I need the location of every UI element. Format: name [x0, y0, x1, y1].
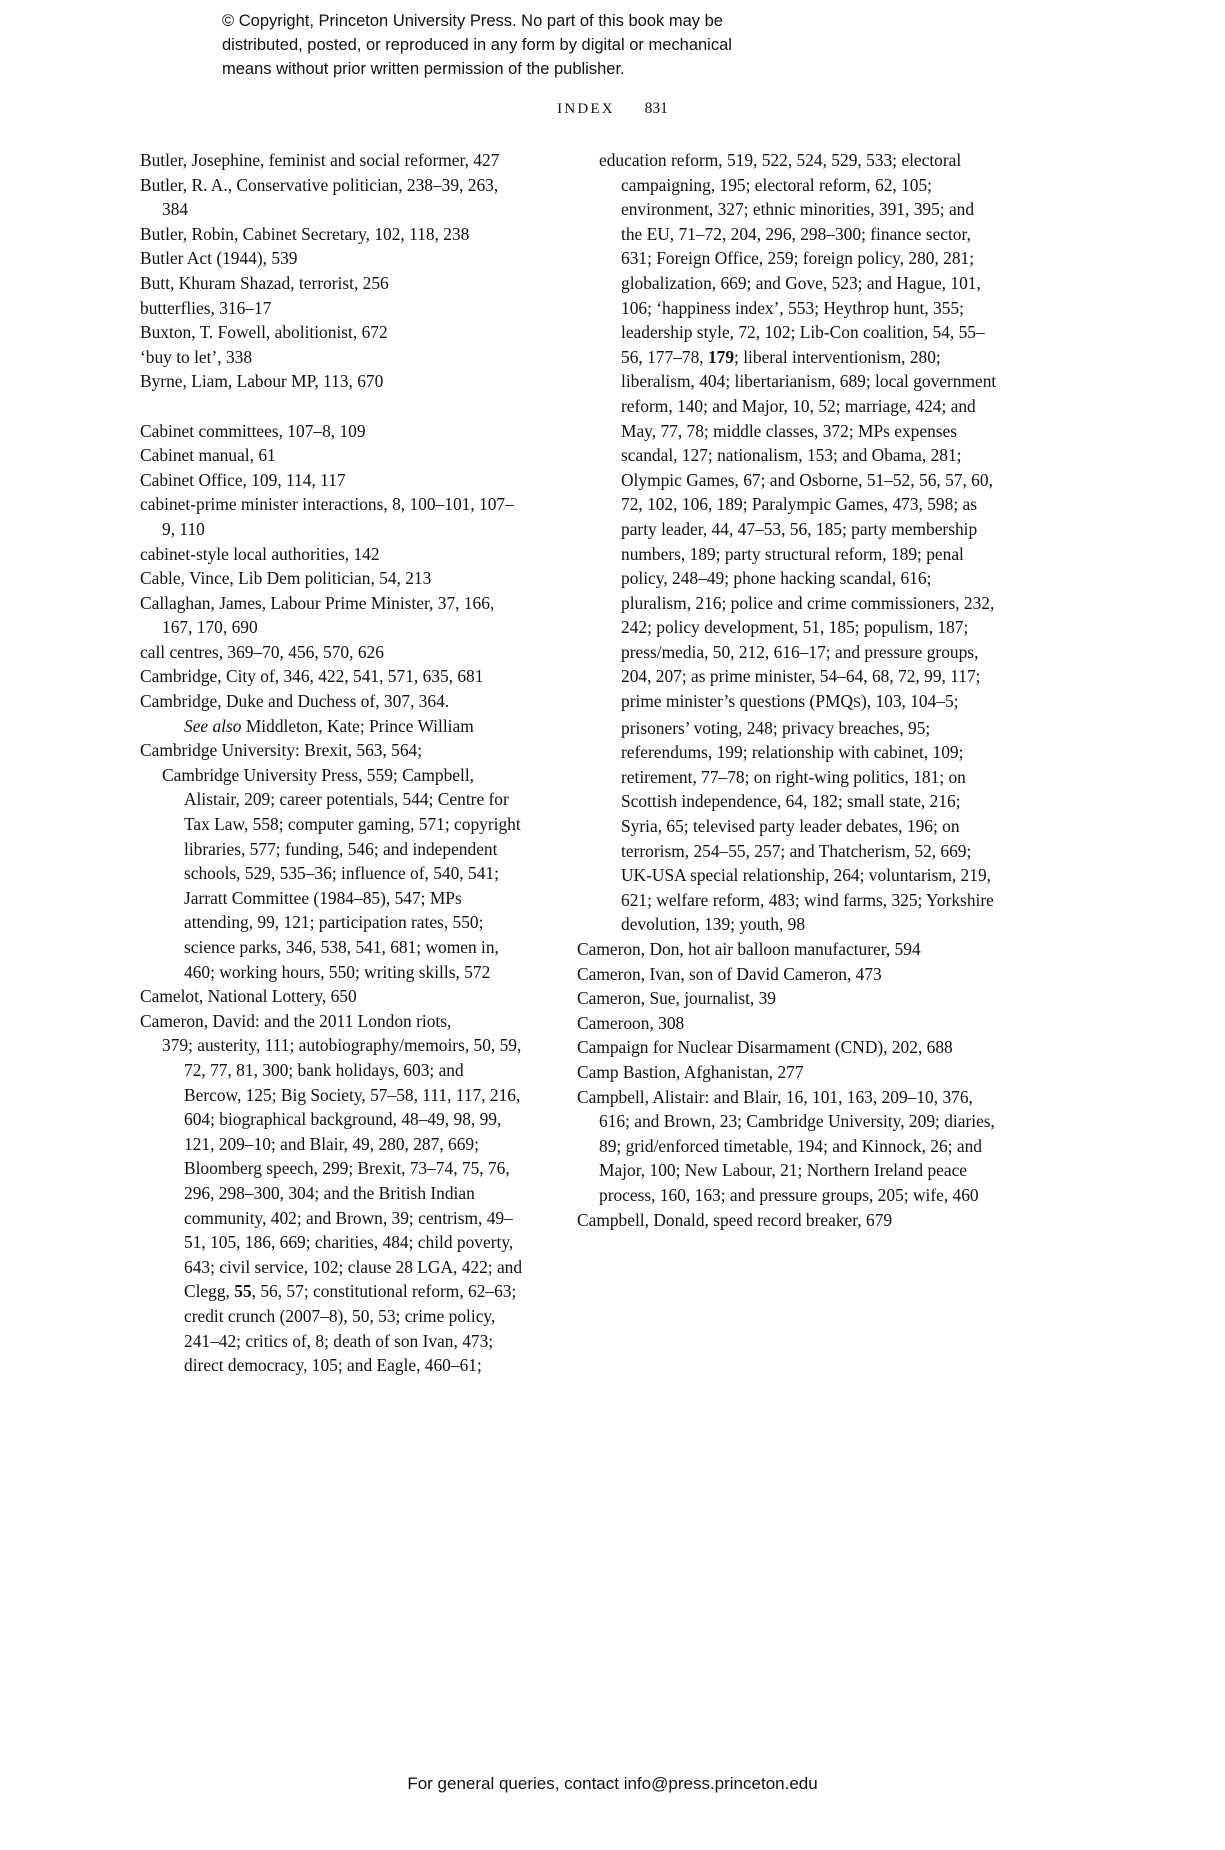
index-entry: Cameron, Sue, journalist, 39: [577, 988, 776, 1009]
index-entry: Cambridge University Press, 559; Campbell, Alistair, 209; career potentials, 544; Centre for Tax Law, 558; computer gaming, 571; copyright libraries, 577; funding, 546; and independent schools, 529, 535–36; influence of, 540, 541; Jarratt Committee (1984–85), 547; MPs attending, 99, 121; participation rates, 550; science parks, 346, 538, 541, 681; women in, 460; working hours, 550; writing skills, 572: [162, 764, 521, 982]
index-entry: Cabinet Office, 109, 114, 117: [140, 469, 346, 490]
index-column-right: [577, 148, 997, 1448]
copyright-notice: [222, 10, 922, 82]
index-entry: Byrne, Liam, Labour MP, 113, 670: [140, 371, 384, 392]
index-entry: 379; austerity, 111; autobiography/memoirs, 50, 59, 72, 77, 81, 300; bank holidays, 603; and Bercow, 125; Big Society, 57–58, 111, 117, 216, 604; biographical background, 48–49, 98, 99, 121, 209–10; and Blair, 49, 280, 287, 669; Bloomberg speech, 299; Brexit, 73–74, 75, 76, 296, 298–300, 304; and the British Indian community, 402; and Brown, 39; centrism, 49–51, 105, 186, 669; charities, 484; child poverty, 643; civil service, 102; clause 28 LGA, 422; and Clegg, 55, 56, 57; constitutional reform, 62–63; credit crunch (2007–8), 50, 53; crime policy, 241–42; critics of, 8; death of son Ivan, 473; direct democracy, 105; and Eagle, 460–61;: [162, 1035, 523, 1376]
index-entry: cabinet-prime minister interactions, 8, 100–101, 107–9, 110: [140, 494, 514, 539]
index-spacer: [140, 394, 525, 419]
running-head-label: INDEX: [557, 101, 615, 117]
index-entry: Butler, Robin, Cabinet Secretary, 102, 118, 238: [140, 223, 470, 244]
index-entry: Butt, Khuram Shazad, terrorist, 256: [140, 272, 389, 293]
index-entry: Butler Act (1944), 539: [140, 248, 298, 269]
copyright-line-3: means without prior written permission of the publisher.: [222, 59, 625, 78]
index-entry: Callaghan, James, Labour Prime Minister, 37, 166, 167, 170, 690: [140, 592, 495, 638]
index-entry: Cameron, Don, hot air balloon manufacturer, 594: [577, 939, 921, 959]
running-head: [0, 100, 1225, 118]
index-entry: butterflies, 316–17: [140, 297, 272, 318]
index-entry: education reform, 519, 522, 524, 529, 533; electoral campaigning, 195; electoral reform, 62, 105; environment, 327; ethnic minorities, 391, 395; and the EU, 71–72, 204, 296, 298–300; finance sector, 631; Foreign Office, 259; foreign policy, 280, 281; globalization, 669; and Gove, 523; and Hague, 101, 106; ‘happiness index’, 553; Heythrop hunt, 355; leadership style, 72, 102; Lib-Con coalition, 54, 55–56, 177–78, 179; liberal interventionism, 280; liberalism, 404; libertarianism, 689; local government reform, 140; and Major, 10, 52; marriage, 424; and May, 77, 78; middle classes, 372; MPs expenses scandal, 127; nationalism, 153; and Obama, 281; Olympic Games, 67; and Osborne, 51–52, 56, 57, 60, 72, 102, 106, 189; Paralympic Games, 473, 598; as party leader, 44, 47–53, 56, 185; party membership numbers, 189; party structural reform, 189; penal policy, 248–49; phone hacking scandal, 616; pluralism, 216; police and crime commissioners, 232, 242; policy development, 51, 185; populism, 187; press/media, 50, 212, 616–17; and pressure groups, 204, 207; as prime minister, 54–64, 68, 72, 99, 117; prime minister’s questions (PMQS), 103, 104–5; prisoners’ voting, 248; privacy breaches, 95; referendums, 199; relationship with cabinet, 109; retirement, 77–78; on right-wing politics, 181; on Scottish independence, 64, 182; small state, 216; Syria, 65; televised party leader debates, 196; on terrorism, 254–55, 257; and Thatcherism, 52, 669; UK-USA special relationship, 264; voluntarism, 219, 621; welfare reform, 483; wind farms, 325; Yorkshire devolution, 139; youth, 98: [599, 150, 997, 935]
index-entry: See also Middleton, Kate; Prince William: [184, 715, 474, 736]
index-entry: Cambridge University: Brexit, 563, 564;: [140, 740, 423, 761]
index-entry: Cameron, Ivan, son of David Cameron, 473: [577, 963, 882, 984]
copyright-line-1: © Copyright, Princeton University Press. No part of this book may be: [222, 12, 723, 30]
index-entry: Campaign for Nuclear Disarmament (CND), 202, 688: [577, 1037, 953, 1058]
index-entry: Cambridge, City of, 346, 422, 541, 571, 635, 681: [140, 666, 484, 687]
page-number: 831: [644, 100, 668, 117]
index-entry: Cambridge, Duke and Duchess of, 307, 364.: [140, 691, 450, 712]
index-entry: Cabinet manual, 61: [140, 445, 276, 466]
index-entry: ‘buy to let’, 338: [140, 346, 253, 367]
index-entry: Campbell, Donald, speed record breaker, 679: [577, 1209, 893, 1230]
index-entry: Cabinet committees, 107–8, 109: [140, 420, 366, 441]
index-entry: cabinet-style local authorities, 142: [140, 543, 380, 564]
index-entry: Cameron, David: and the 2011 London riots,: [140, 1010, 452, 1031]
index-entry: call centres, 369–70, 456, 570, 626: [140, 641, 384, 662]
index-entry: Butler, R. A., Conservative politician, 238–39, 263, 384: [140, 174, 499, 220]
index-entry: Cable, Vince, Lib Dem politician, 54, 213: [140, 568, 432, 589]
index-entry: Campbell, Alistair: and Blair, 16, 101, 163, 209–10, 376, 616; and Brown, 23; Cambridge University, 209; diaries, 89; grid/enforced timetable, 194; and Kinnock, 26; and Major, 100; New Labour, 21; Northern Ireland peace process, 160, 163; and pressure groups, 205; wife, 460: [577, 1086, 995, 1205]
index-entry: Cameroon, 308: [577, 1012, 685, 1033]
index-column-left: [140, 148, 525, 1448]
index-entry: Butler, Josephine, feminist and social reformer, 427: [140, 150, 500, 170]
index-columns: [140, 148, 1085, 1448]
page-footer: For general queries, contact info@press.princeton.edu: [407, 1774, 818, 1793]
index-entry: Buxton, T. Fowell, abolitionist, 672: [140, 322, 388, 343]
copyright-line-2: distributed, posted, or reproduced in any form by digital or mechanical: [222, 35, 732, 54]
index-entry: Camelot, National Lottery, 650: [140, 986, 357, 1007]
index-entry: Camp Bastion, Afghanistan, 277: [577, 1061, 804, 1082]
